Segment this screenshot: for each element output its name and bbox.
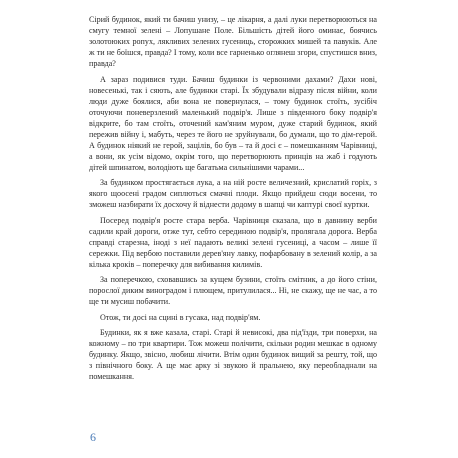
paragraph: За поперечкою, сховавшись за кущем бузини, стоїть смітник, а до його стіни, порослої диким виноградом і плющем, притулилася... Ні, не скажу, ще не час, а то ще ти мусиш побачити. (89, 275, 377, 306)
paragraph: Сірий будинок, який ти бачиш унизу, – це лікарня, а далі луки перетворюються на смугу темної зелені – Лопушане Поле. Більшість дітей його оминає, боячись золотоюких ропух, лякливих зелених гусениць, сторожких мишей та павуків. Але ж ти не боїшся, правда? І тому, коли все гарненько оглянеш згори, спустишся вниз, правда? (89, 15, 377, 68)
paragraph: Отож, ти досі на сцині в гусака, над подвір'ям. (100, 312, 261, 322)
page-body-text (89, 14, 377, 387)
paragraph: За будинком простягається лука, а на ній росте величезний, крислатий горіх, з якого щоосені градом сиплються смачні плоди. Якщо прийдеш сюди восени, то зможеш назбирати їх досхочу й віднести додому в шапці чи каптурі своєї куртки. (89, 178, 377, 209)
paragraph: Посеред подвір'я росте стара верба. Чарівниця сказала, що в давнину верби садили край дороги, отже тут, себто серединою подвір'я, пролягала дорога. Верба справді старезна, іноді з неї падають великі зелені гусениці, а часом – лише її сережки. Під вербою поставили дерев'яну лавку, пофарбовану в зелений колір, а за кілька кроків – поперечку для вибивання килимів. (89, 215, 377, 269)
paragraph: Будинки, як я вже казала, старі. Старі й невисокі, два під'їзди, три поверхи, на кожному – по три квартири. Тож можеш полічити, скільки родин мешкає в одному будинку. Якщо, звісно, любиш лічити. Втім один будинок вищий за решту, той, що з північного боку. А ще має арку зі звукою й пральнею, яку переобладнали на помешкання. (89, 328, 377, 381)
paragraph: А зараз подивися туди. Бачиш будинки із червоними дахами? Дахи нові, новесенькі, так і сяють, але будинки старі. Їх збудували відразу після війни, коли люди дуже боялися, аби вона не повернулася, – тому будинок стоїть, зусібіч оточуючи поневерзлений маленький подвір'я. Лише з південного боку подвір'я відкрите, бо там стоїть, оточений кам'яним муром, дуже старий будинок, який пережив війну і, мабуть, через те його не зруйнували, бо думали, що то дім-герой. А будинок ніякий не герой, зацілів, бо був – та й досі є – помешканням Чарівниці, а вони, як усім відомо, окрім того, що перетворюють принців на жаб і годують дітей шпинатом, володіють ще багатьма сильнішими чарами... (89, 74, 377, 172)
page-number: 6 (90, 430, 96, 444)
